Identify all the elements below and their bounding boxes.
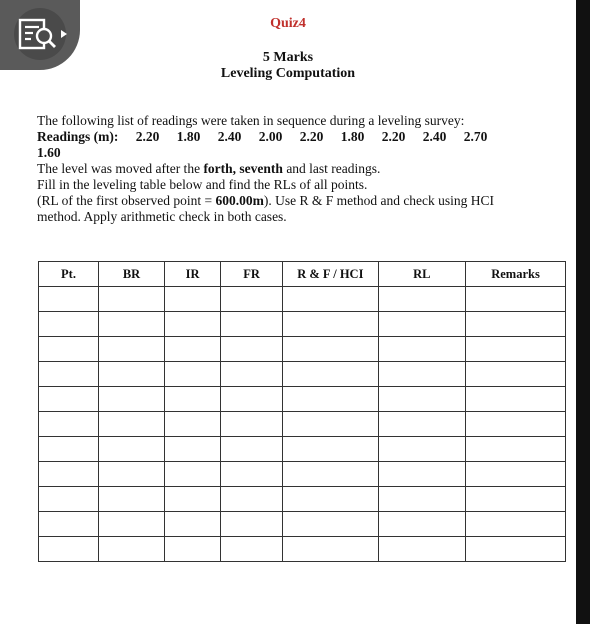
page-edge [576, 0, 590, 624]
table-cell[interactable] [164, 512, 220, 537]
table-cell[interactable] [99, 537, 165, 562]
table-cell[interactable] [221, 412, 283, 437]
table-cell[interactable] [283, 337, 378, 362]
header-pt: Pt. [39, 262, 99, 287]
table-cell[interactable] [466, 387, 566, 412]
table-cell[interactable] [466, 537, 566, 562]
reading-value: 1.80 [176, 129, 201, 144]
table-row [39, 537, 566, 562]
table-row [39, 462, 566, 487]
header-br: BR [99, 262, 165, 287]
table-cell[interactable] [466, 312, 566, 337]
reading-value: 2.20 [135, 129, 160, 144]
table-cell[interactable] [39, 462, 99, 487]
reading-value: 2.70 [463, 129, 488, 144]
table-cell[interactable] [99, 512, 165, 537]
table-row [39, 287, 566, 312]
table-cell[interactable] [99, 387, 165, 412]
table-cell[interactable] [378, 287, 465, 312]
reading-value: 2.00 [258, 129, 283, 144]
table-cell[interactable] [283, 487, 378, 512]
table-cell[interactable] [283, 537, 378, 562]
table-row [39, 387, 566, 412]
table-cell[interactable] [39, 387, 99, 412]
table-cell[interactable] [99, 362, 165, 387]
table-cell[interactable] [283, 362, 378, 387]
table-row [39, 337, 566, 362]
table-cell[interactable] [283, 437, 378, 462]
table-cell[interactable] [466, 362, 566, 387]
table-cell[interactable] [466, 337, 566, 362]
table-cell[interactable] [283, 312, 378, 337]
table-cell[interactable] [283, 287, 378, 312]
table-row [39, 512, 566, 537]
table-cell[interactable] [466, 412, 566, 437]
reading-value: 2.20 [381, 129, 406, 144]
table-cell[interactable] [99, 412, 165, 437]
reading-value: 1.80 [340, 129, 365, 144]
table-cell[interactable] [221, 362, 283, 387]
rl-prefix: (RL of the first observed point = [37, 193, 216, 208]
table-cell[interactable] [164, 437, 220, 462]
table-cell[interactable] [221, 537, 283, 562]
table-cell[interactable] [466, 512, 566, 537]
page-subtitle: Leveling Computation [220, 66, 356, 81]
table-cell[interactable] [99, 437, 165, 462]
fill-in-text: Fill in the leveling table below and find the RLs of all points. [37, 177, 368, 192]
table-cell[interactable] [221, 437, 283, 462]
table-cell[interactable] [283, 462, 378, 487]
marks-label: 5 Marks [262, 50, 314, 65]
intro-text: The following list of readings were taken in sequence during a leveling survey: [37, 113, 465, 128]
table-cell[interactable] [378, 537, 465, 562]
table-cell[interactable] [378, 337, 465, 362]
table-cell[interactable] [283, 512, 378, 537]
table-cell[interactable] [99, 487, 165, 512]
table-cell[interactable] [39, 537, 99, 562]
table-cell[interactable] [466, 437, 566, 462]
table-cell[interactable] [221, 337, 283, 362]
table-cell[interactable] [39, 487, 99, 512]
moved-text [37, 161, 557, 177]
quiz-title: Quiz4 [270, 16, 306, 31]
table-cell[interactable] [39, 337, 99, 362]
table-cell[interactable] [221, 287, 283, 312]
reading-value: 1.60 [37, 145, 61, 160]
table-cell[interactable] [99, 462, 165, 487]
table-cell[interactable] [99, 287, 165, 312]
header-rl: RL [378, 262, 465, 287]
table-cell[interactable] [164, 387, 220, 412]
readings-line [37, 129, 557, 145]
table-cell[interactable] [378, 387, 465, 412]
problem-statement [37, 113, 557, 225]
table-row [39, 437, 566, 462]
rl-value: 600.00m [215, 193, 264, 208]
table-cell[interactable] [283, 387, 378, 412]
table-cell[interactable] [39, 287, 99, 312]
table-cell[interactable] [221, 387, 283, 412]
table-cell[interactable] [378, 462, 465, 487]
readings-last [37, 145, 557, 161]
table-cell[interactable] [378, 487, 465, 512]
table-cell[interactable] [378, 437, 465, 462]
table-cell[interactable] [378, 412, 465, 437]
moved-prefix: The level was moved after the [37, 161, 204, 176]
table-row [39, 312, 566, 337]
table-row [39, 412, 566, 437]
table-cell[interactable] [164, 287, 220, 312]
reading-value: 2.20 [299, 129, 324, 144]
table-cell[interactable] [466, 287, 566, 312]
table-cell[interactable] [39, 512, 99, 537]
table-cell[interactable] [378, 362, 465, 387]
table-cell[interactable] [39, 312, 99, 337]
readings-label: Readings (m): [37, 129, 119, 144]
reading-value: 2.40 [217, 129, 242, 144]
table-cell[interactable] [221, 462, 283, 487]
header-remarks: Remarks [466, 262, 566, 287]
header-rf-hci: R & F / HCI [283, 262, 378, 287]
table-cell[interactable] [466, 462, 566, 487]
rl-text [37, 193, 557, 209]
table-cell[interactable] [164, 487, 220, 512]
table-header-row [39, 262, 566, 287]
table-row [39, 362, 566, 387]
table-cell[interactable] [221, 487, 283, 512]
table-cell[interactable] [221, 512, 283, 537]
method-text: method. Apply arithmetic check in both cases. [37, 209, 287, 224]
table-body [39, 287, 566, 562]
table-cell[interactable] [39, 362, 99, 387]
table-cell[interactable] [99, 337, 165, 362]
moved-bold: forth, seventh [203, 161, 283, 176]
table-cell[interactable] [164, 312, 220, 337]
table-row [39, 487, 566, 512]
table-cell[interactable] [164, 337, 220, 362]
moved-suffix: and last readings. [282, 161, 381, 176]
table-cell[interactable] [164, 462, 220, 487]
rl-suffix: ). Use R & F method and check using HCI [263, 193, 495, 208]
table-cell[interactable] [283, 412, 378, 437]
table-cell[interactable] [164, 537, 220, 562]
table-cell[interactable] [466, 487, 566, 512]
leveling-table [38, 261, 566, 562]
table-cell[interactable] [164, 362, 220, 387]
table-cell[interactable] [164, 412, 220, 437]
table-cell[interactable] [221, 312, 283, 337]
reading-value: 2.40 [422, 129, 447, 144]
table-cell[interactable] [39, 437, 99, 462]
header-ir: IR [164, 262, 220, 287]
table-cell[interactable] [378, 312, 465, 337]
table-cell[interactable] [378, 512, 465, 537]
header-fr: FR [221, 262, 283, 287]
table-cell[interactable] [39, 412, 99, 437]
table-cell[interactable] [99, 312, 165, 337]
